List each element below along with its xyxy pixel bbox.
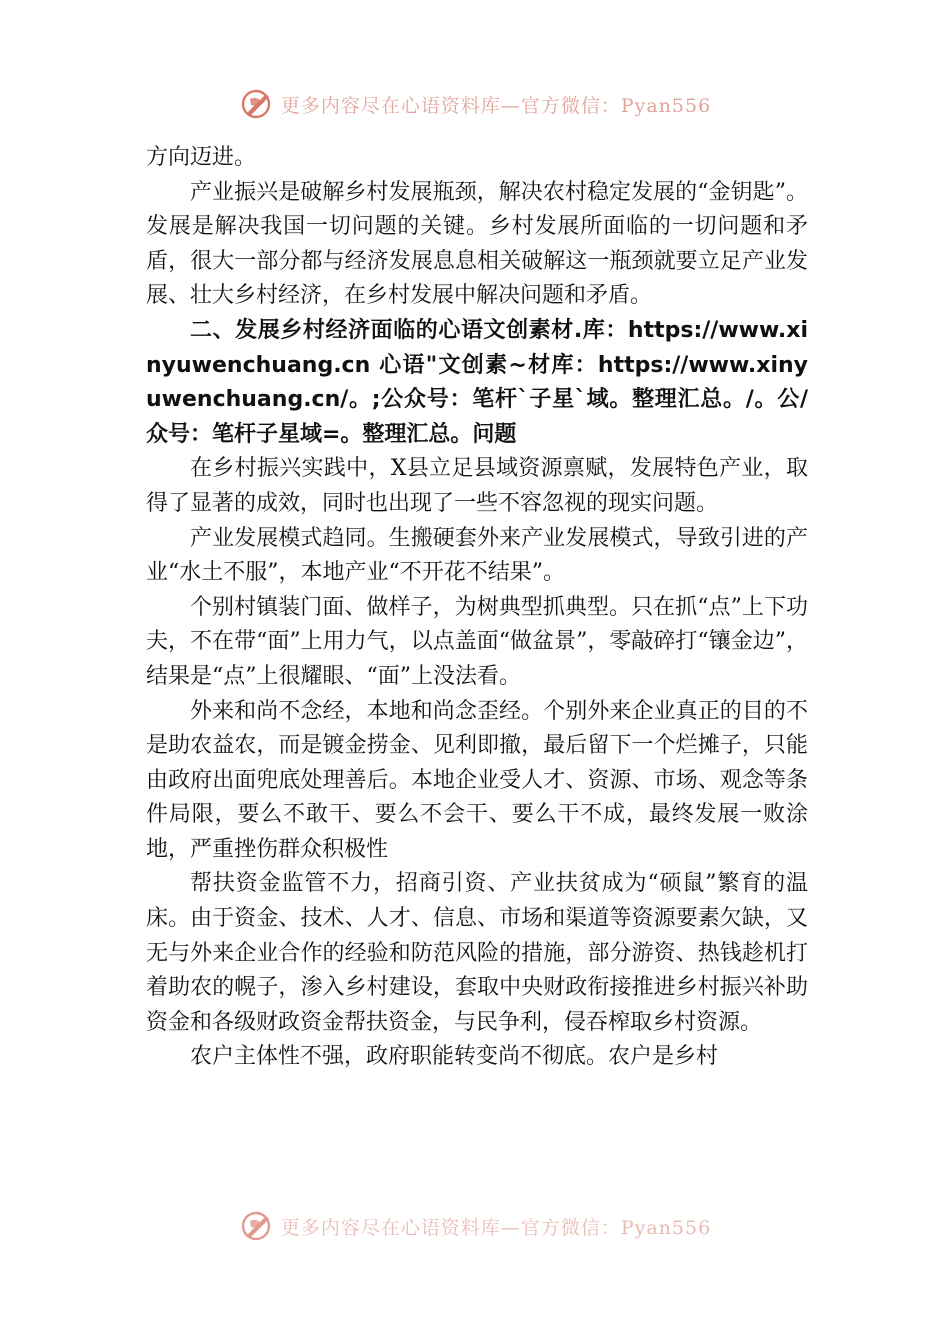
watermark-text: 更多内容尽在心语资料库—官方微信：Pyan556 [280, 94, 712, 117]
pen-seal-logo-icon [239, 1209, 275, 1243]
paragraph: 产业发展模式趋同。生搬硬套外来产业发展模式，导致引进的产业“水土不服”，本地产业“不开花不结果”。 [146, 525, 808, 586]
paragraph: 外来和尚不念经，本地和尚念歪经。个别外来企业真正的目的不是助农益农，而是镀金捞金、见利即撤，最后留下一个烂摊子，只能由政府出面兜底处理善后。本地企业受人才、资源、市场、观念等条件局限，要么不敢干、要么不会干、要么干不成，最终发展一败涂地，严重挫伤群众积极性 [146, 698, 808, 862]
section-heading: 二、发展乡村经济面临的心语文创素材.库：https://www.xinyuwenchuang.cn 心语"文创素~材库：https://www.xinyuwenchuang.cn/。;公众号：笔杆`子星`域。整理汇总。/。公/众号：笔杆子星域=。整理汇总。问题 [146, 317, 808, 447]
paragraph: 在乡村振兴实践中，X县立足县域资源禀赋，发展特色产业，取得了显著的成效，同时也出现了一些不容忽视的现实问题。 [146, 456, 808, 516]
watermark-text: 更多内容尽在心语资料库—官方微信：Pyan556 [280, 1216, 712, 1239]
paragraph: 帮扶资金监管不力，招商引资、产业扶贫成为“硕鼠”繁育的温床。由于资金、技术、人才、信息、市场和渠道等资源要素欠缺，又无与外来企业合作的经验和防范风险的措施，部分游资、热钱趁机打着助农的幌子，渗入乡村建设，套取中央财政衔接推进乡村振兴补助资金和各级财政资金帮扶资金，与民争利，侵吞榨取乡村资源。 [146, 871, 808, 1035]
paragraph: 农户主体性不强，政府职能转变尚不彻底。农户是乡村 [190, 1044, 719, 1070]
document-body [146, 141, 808, 1075]
paragraph: 个别村镇装门面、做样子，为树典型抓典型。只在抓“点”上下功夫，不在带“面”上用力气，以点盖面“做盆景”，零敲碎打“镶金边”，结果是“点”上很耀眼、“面”上没法看。 [146, 594, 808, 689]
pen-seal-logo-icon [239, 87, 275, 121]
watermark-footer [0, 1206, 950, 1246]
paragraph: 产业振兴是破解乡村发展瓶颈，解决农村稳定发展的“金钥匙”。发展是解决我国一切问题的关键。乡村发展所面临的一切问题和矛盾，很大一部分都与经济发展息息相关破解这一瓶颈就要立足产业发展、壮大乡村经济，在乡村发展中解决问题和矛盾。 [146, 179, 808, 309]
paragraph-continuation: 方向迈进。 [146, 145, 257, 170]
watermark-header [0, 84, 950, 124]
